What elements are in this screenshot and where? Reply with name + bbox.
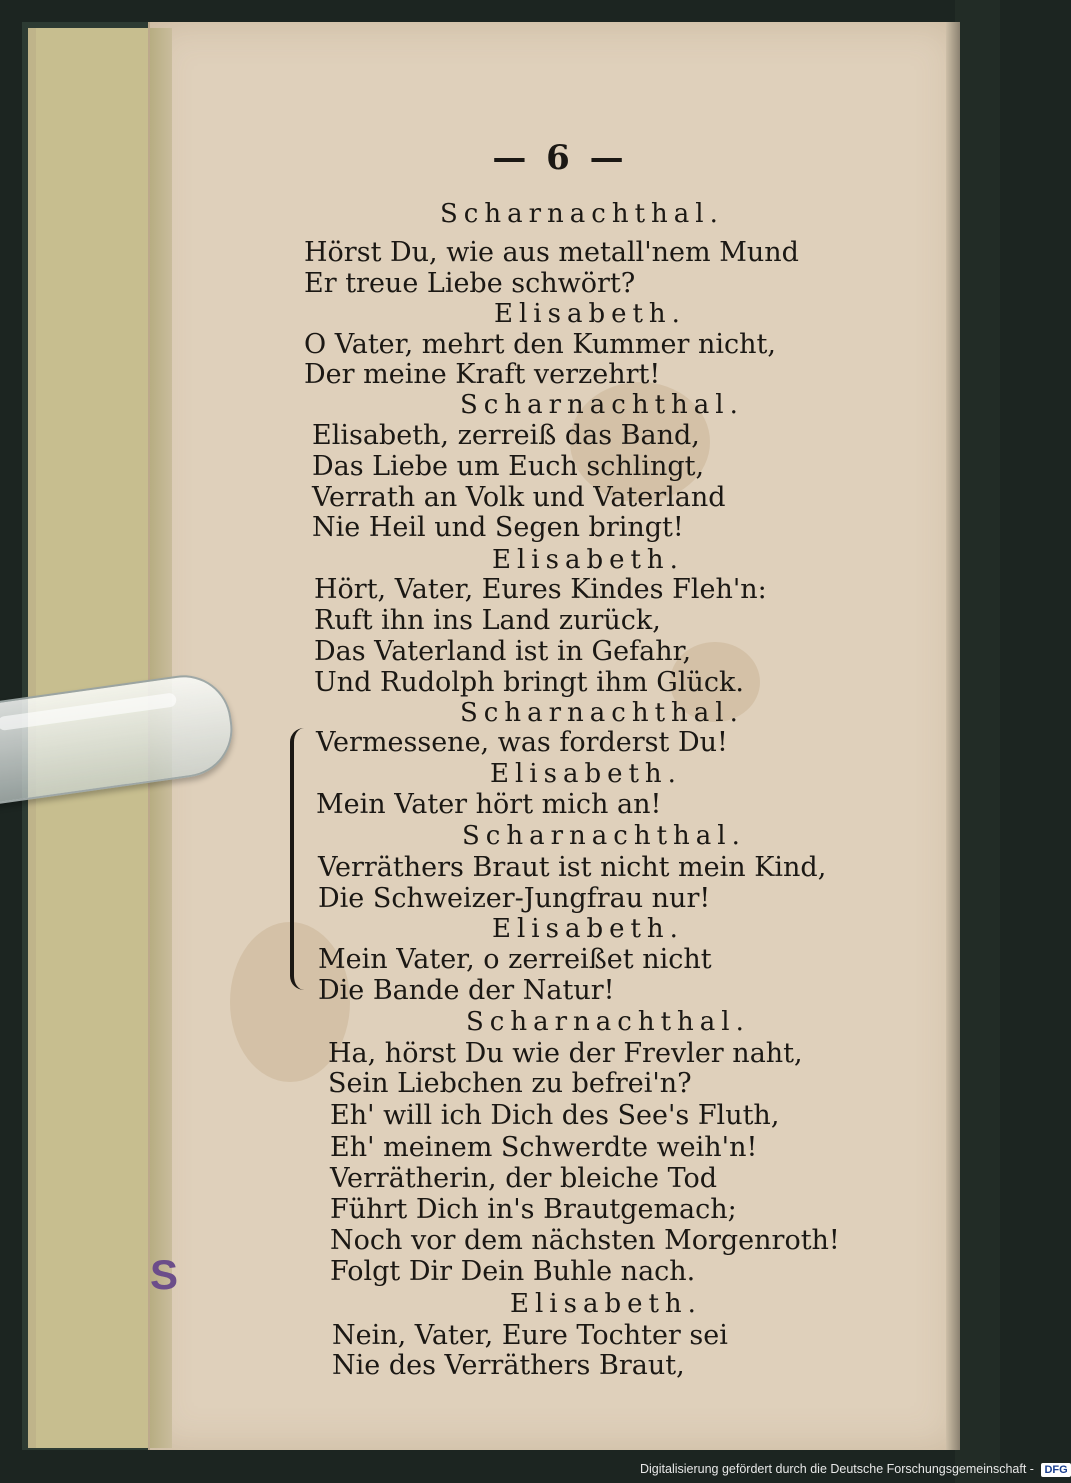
verse-line: Folgt Dir Dein Buhle nach. (330, 1256, 696, 1287)
verse-line: Vermessene, was forderst Du! (316, 727, 728, 758)
verse-line: Ruft ihn ins Land zurück, (314, 605, 661, 636)
verse-line: Das Liebe um Euch schlingt, (312, 451, 705, 482)
verse-line: Verrath an Volk und Vaterland (312, 482, 726, 513)
speaker-name: Elisabeth. (494, 299, 686, 329)
speaker-name: Scharnachthal. (460, 698, 744, 728)
verse-line: Nie des Verräthers Braut, (332, 1350, 685, 1381)
verse-line: Eh' will ich Dich des See's Fluth, (330, 1100, 780, 1131)
credit-text: Digitalisierung gefördert durch die Deutsche Forschungsgemeinschaft - (640, 1462, 1034, 1476)
verse-line: Führt Dich in's Brautgemach; (330, 1194, 737, 1225)
speaker-name: Scharnachthal. (466, 1007, 750, 1037)
verse-line: O Vater, mehrt den Kummer nicht, (304, 329, 776, 360)
speaker-name: Scharnachthal. (440, 199, 724, 229)
digitization-credit (640, 1459, 1068, 1479)
verse-line: Hört, Vater, Eures Kindes Fleh'n: (314, 574, 767, 605)
verse-line: Sein Liebchen zu befrei'n? (328, 1068, 692, 1099)
page-number: — 6 — (492, 138, 628, 178)
speaker-name: Elisabeth. (510, 1289, 702, 1319)
verse-line: Ha, hörst Du wie der Frevler naht, (328, 1038, 803, 1069)
verse-line: Die Bande der Natur! (318, 975, 615, 1006)
verse-line: Der meine Kraft verzehrt! (304, 359, 661, 390)
verse-line: Verräthers Braut ist nicht mein Kind, (318, 852, 827, 883)
verse-line: Nein, Vater, Eure Tochter sei (332, 1320, 728, 1351)
bracket-mark (290, 728, 310, 990)
speaker-name: Elisabeth. (492, 545, 684, 575)
library-stamp: S (150, 1251, 179, 1298)
speaker-name: Scharnachthal. (462, 821, 746, 851)
verse-line: Mein Vater, o zerreißet nicht (318, 944, 712, 975)
glass-highlight (0, 692, 177, 731)
dfg-logo: DFG (1041, 1463, 1070, 1477)
verse-line: Nie Heil und Segen bringt! (312, 512, 684, 543)
scan-backdrop-edge (955, 0, 1000, 1483)
speaker-name: Scharnachthal. (460, 390, 744, 420)
verse-line: Elisabeth, zerreiß das Band, (312, 420, 700, 451)
verse-line: Mein Vater hört mich an! (316, 789, 662, 820)
verse-line: Verrätherin, der bleiche Tod (330, 1163, 718, 1194)
verse-line: Die Schweizer-Jungfrau nur! (318, 883, 711, 914)
verse-line: Und Rudolph bringt ihm Glück. (314, 667, 744, 698)
verse-line: Eh' meinem Schwerdte weih'n! (330, 1132, 758, 1163)
verse-line: Noch vor dem nächsten Morgenroth! (330, 1225, 840, 1256)
verse-line: Das Vaterland ist in Gefahr, (314, 636, 692, 667)
verse-line: Hörst Du, wie aus metall'nem Mund (304, 237, 799, 268)
speaker-name: Elisabeth. (492, 914, 684, 944)
page-edge (946, 22, 960, 1450)
verse-line: Er treue Liebe schwört? (304, 268, 636, 299)
speaker-name: Elisabeth. (490, 759, 682, 789)
